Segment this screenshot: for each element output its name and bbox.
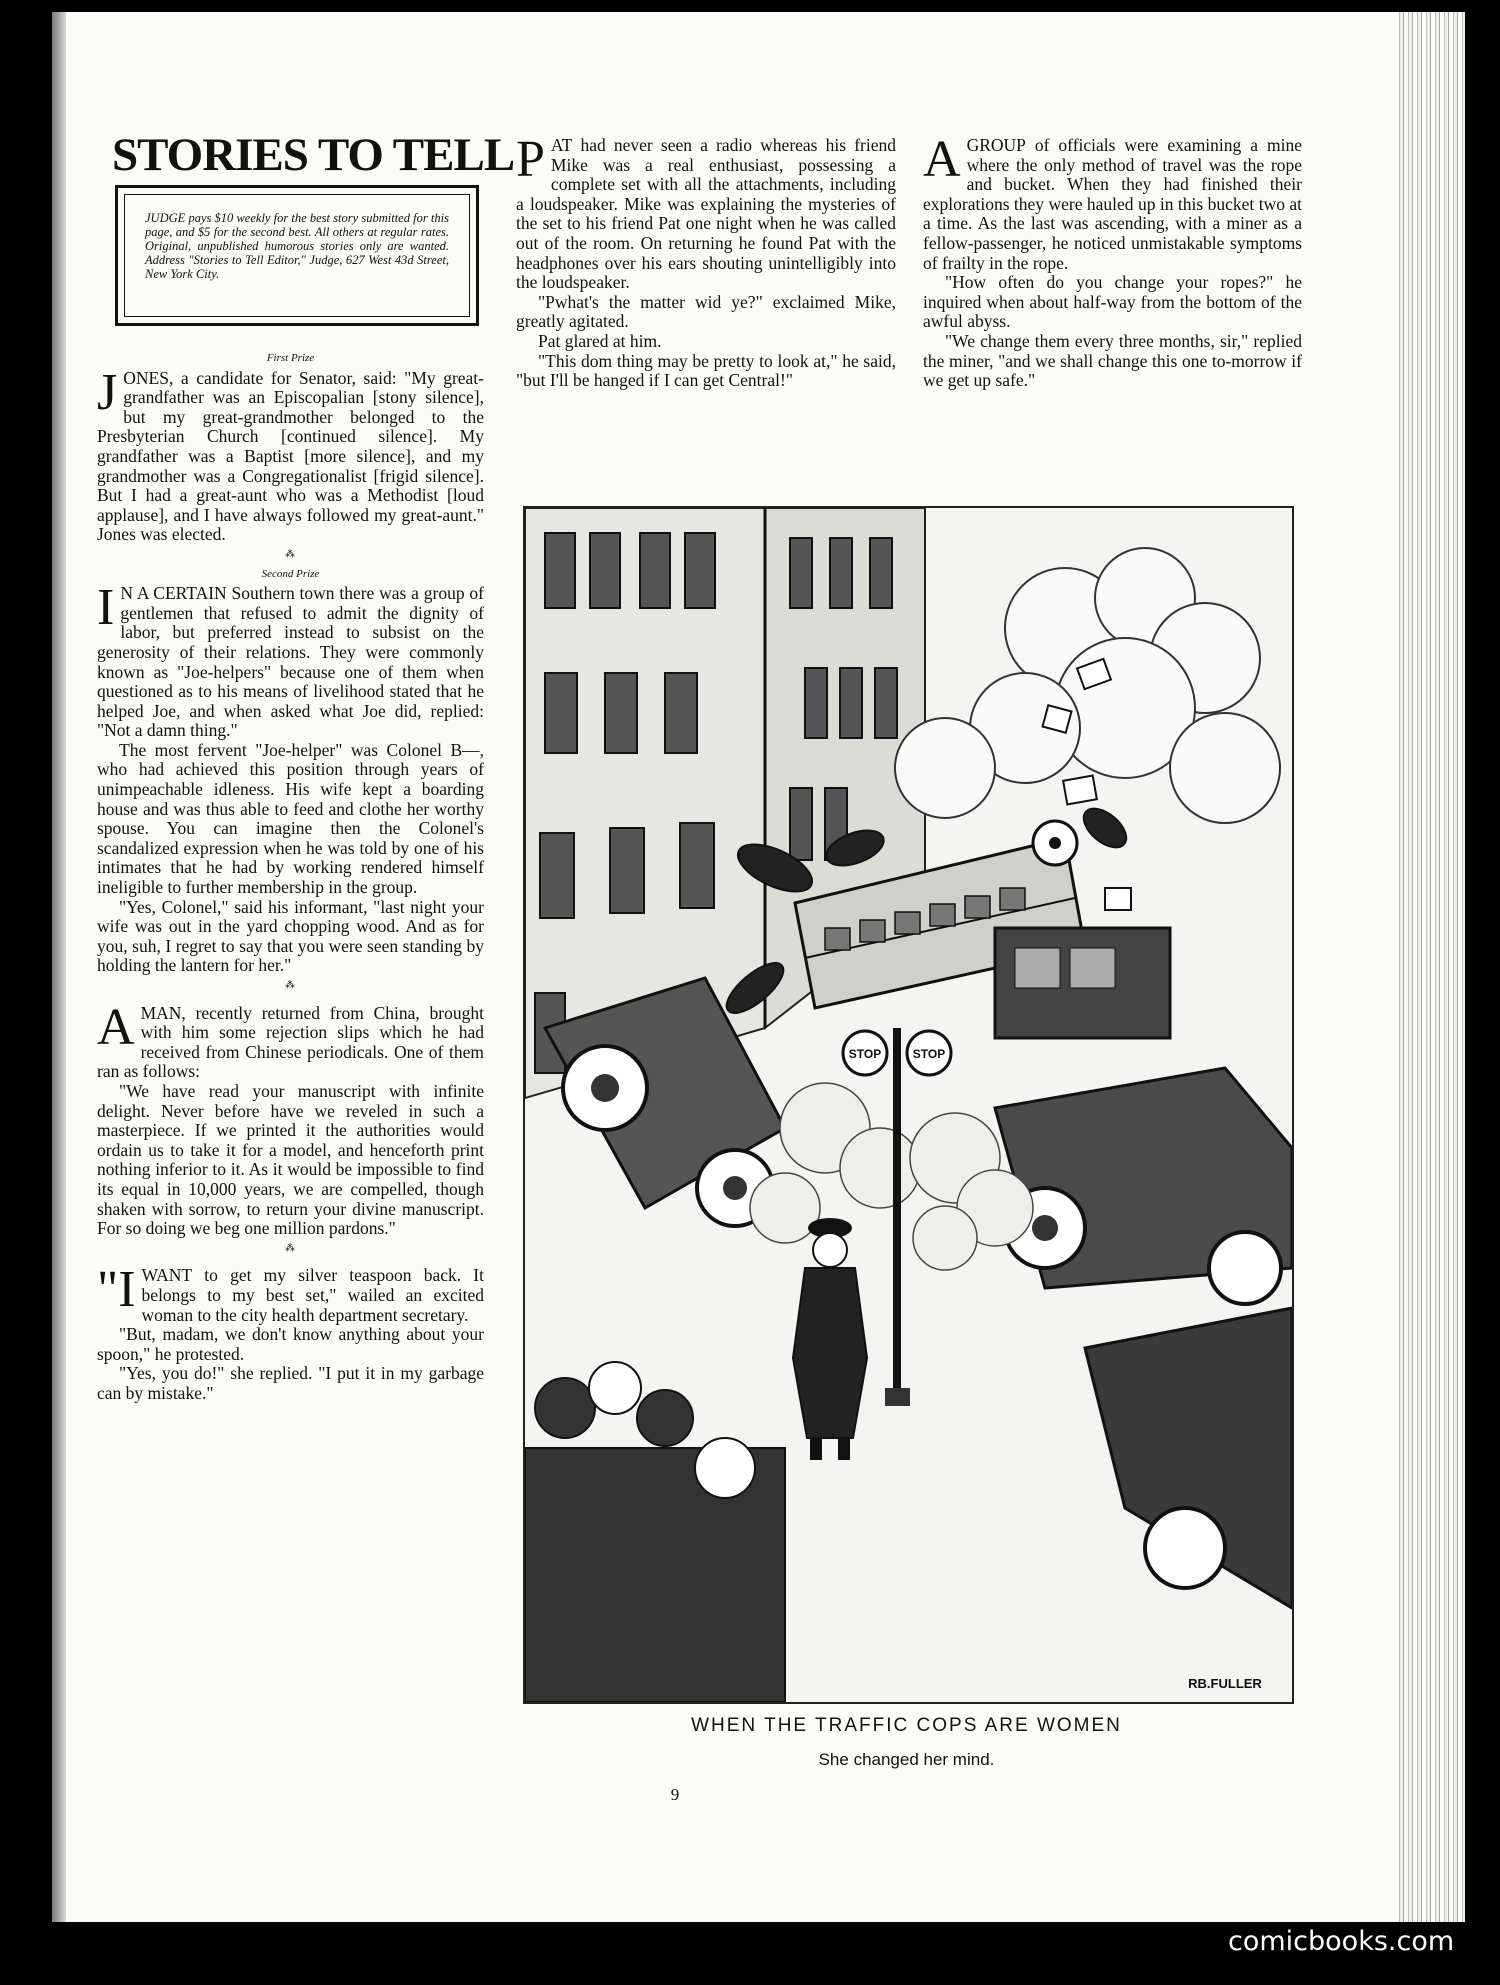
story-paragraph: "But, madam, we don't know anything about your spoon," he protested. bbox=[97, 1324, 484, 1364]
page-title: STORIES TO TELL bbox=[112, 129, 515, 181]
column-middle bbox=[516, 131, 896, 391]
story-mine bbox=[923, 131, 1302, 273]
second-prize-label: Second Prize bbox=[261, 567, 320, 580]
story-joe-helpers bbox=[97, 579, 484, 741]
story-paragraph: "Yes, Colonel," said his informant, "last night your wife was out in the yard chopping wood. And as for you, suh, I regret to say that you were seen standing by holding the lantern for her." bbox=[97, 896, 484, 976]
sedan-right bbox=[995, 928, 1170, 1038]
illustration-subcaption: She changed her mind. bbox=[818, 1750, 995, 1769]
page-number: 9 bbox=[670, 1785, 680, 1804]
first-prize-label: First Prize bbox=[266, 352, 315, 364]
artist-signature: RB.FULLER bbox=[1188, 1676, 1262, 1691]
site-watermark: comicbooks.com bbox=[1228, 1926, 1455, 1957]
story-text: a candidate for Senator, said: "My great-grandfather was an Episcopalian [stony silence], but my great-grandmother belonged to the Presbyterian Church [continued silence]. My grandfather was a Baptist [more silence], and my grandmother was a Congregationalist [frigid silence]. But I had a great-aunt who was a Methodist [loud applause], and I have always followed my great-aunt." Jones was elected. bbox=[97, 367, 484, 545]
section-divider: ⁂ bbox=[285, 548, 296, 560]
page-gutter bbox=[52, 12, 66, 1922]
small-caps-lead: AT bbox=[550, 135, 573, 155]
traffic-chaos-drawing bbox=[525, 508, 1292, 1702]
drop-cap: "I bbox=[97, 1261, 136, 1319]
story-text: to get my silver teaspoon back. It belongs to my best set," wailed an excited woman to the city health department secretary. bbox=[141, 1265, 484, 1325]
small-caps-lead: GROUP bbox=[966, 135, 1026, 155]
story-text: recently returned from China, brought with him some rejection slips which he had received from Chinese periodicals. One of them ran as follows: bbox=[97, 1002, 484, 1082]
drop-cap: I bbox=[97, 579, 115, 637]
page-fore-edge bbox=[1395, 12, 1465, 1922]
stop-sign-left bbox=[843, 1031, 887, 1075]
story-paragraph: "How often do you change your ropes?" he inquired when about half-way from the bottom of the awful abyss. bbox=[923, 272, 1302, 332]
cars-right bbox=[995, 1068, 1292, 1304]
drop-cap: A bbox=[97, 998, 135, 1056]
story-paragraph: "Yes, you do!" she replied. "I put it in my garbage can by mistake." bbox=[97, 1363, 484, 1403]
story-paragraph: "Pwhat's the matter wid ye?" exclaimed Mike, greatly agitated. bbox=[516, 291, 896, 332]
stop-sign-left-text: STOP bbox=[848, 1047, 882, 1061]
small-caps-lead: WANT bbox=[141, 1265, 193, 1286]
drop-cap: P bbox=[516, 131, 545, 188]
small-caps-lead: ONES, bbox=[123, 367, 174, 388]
story-text: had never seen a radio whereas his friend Mike was a real enthusiast, possessing a complete set with all the attachments, including a loudspeaker. Mike was explaining the mysteries of the set to his friend Pat one night when he was called out of the room. On returning he found Pat with the headphones over his ears shouting unintelligibly into the loudspeaker. bbox=[516, 135, 896, 293]
submission-notice-text: JUDGE pays $10 weekly for the best story submitted for this page, and $5 for the second best. All others at regular rates. Original, unpublished humorous stories only are wanted. Address "Stories to Tell Editor," Judge, 627 West 43d Street, New York City. bbox=[124, 194, 470, 317]
section-divider: ⁂ bbox=[285, 1242, 296, 1254]
story-jones bbox=[97, 363, 484, 545]
story-text: of officials were examining a mine where the only method of travel was the rope and bucket. When they had finished their explorations they were hauled up in this bucket two at a time. As the last was ascending, with a miner as a fellow-passenger, he noticed unmistakable symptoms of frailty in the rope. bbox=[923, 135, 1302, 273]
small-caps-lead: MAN, bbox=[140, 1002, 186, 1023]
story-paragraph: The most fervent "Joe-helper" was Colonel B—, who had achieved this position through years of unimpeachable idleness. His wife kept a boarding house and was thus able to feed and clothe her worthy spouse. You can imagine then the Colonel's scandalized expression when he was told by one of his intimates that he had by working rendered himself ineligible to further membership in the group. bbox=[97, 739, 484, 898]
story-paragraph: "This dom thing may be pretty to look at," he said, "but I'll be hanged if I can get Central!" bbox=[516, 350, 896, 391]
illustration-caption: WHEN THE TRAFFIC COPS ARE WOMEN bbox=[691, 1715, 1122, 1736]
drop-cap: A bbox=[923, 131, 961, 188]
story-paragraph: Pat glared at him. bbox=[538, 330, 662, 351]
cartoon-illustration bbox=[523, 506, 1294, 1704]
story-paragraph: "We have read your manuscript with infinite delight. Never before have we reveled in such a masterpiece. If we printed it the authorities would ordain us to take it for a model, and henceforth print nothing inferior to it. As it would be impossible to find its equal in 10,000 years, we are compelled, though shaken with sorrow, to return your divine manuscript. For so doing we beg one million pardons." bbox=[97, 1080, 484, 1239]
story-teaspoon bbox=[97, 1261, 484, 1325]
story-radio bbox=[516, 131, 896, 293]
story-china bbox=[97, 998, 484, 1082]
stop-sign-right bbox=[907, 1031, 951, 1075]
stop-sign-right-text: STOP bbox=[912, 1047, 946, 1061]
submission-notice-box bbox=[115, 185, 479, 326]
story-text: Southern town there was a group of gentlemen that refused to admit the dignity of labor, but preferred instead to subsist on the generosity of their relations. They were commonly known as "Joe-helpers" because one of them when questioned as to his means of livelihood stated that he helped Joe, and when asked what Joe did, replied: "Not a damn thing." bbox=[97, 583, 484, 741]
column-right bbox=[923, 131, 1302, 391]
small-caps-lead: N A CERTAIN bbox=[120, 583, 227, 604]
column-left bbox=[97, 349, 484, 1403]
section-divider: ⁂ bbox=[285, 980, 296, 991]
story-paragraph: "We change them every three months, sir," replied the miner, "and we shall change this one to-morrow if we get up safe." bbox=[923, 330, 1302, 391]
drop-cap: J bbox=[97, 363, 118, 421]
